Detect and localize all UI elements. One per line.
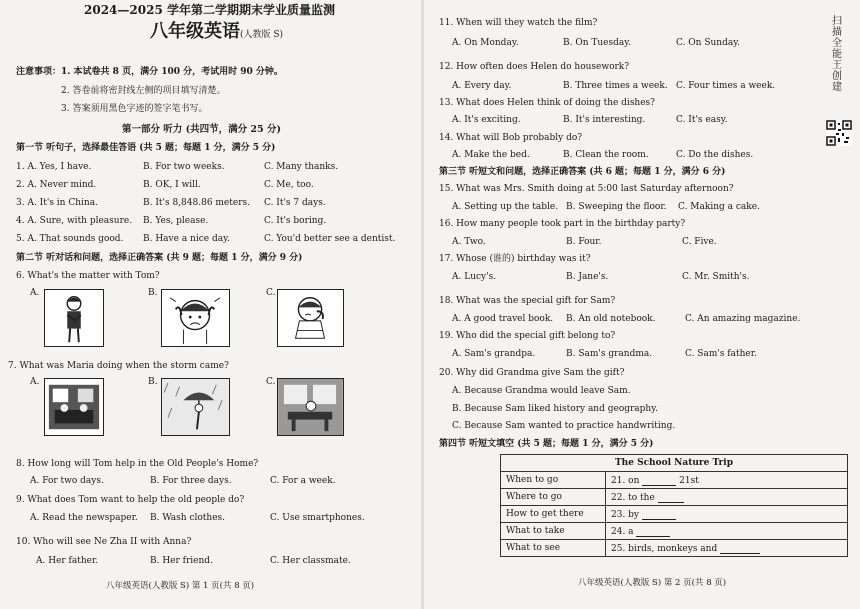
q20-option-a: A. Because Grandma would leave Sam.	[452, 386, 631, 396]
q24-blank[interactable]	[636, 526, 670, 537]
q6-label-a: A.	[30, 288, 40, 298]
q14-option-a: A. Make the bed.	[452, 150, 530, 160]
q7-label-b: B.	[148, 377, 158, 387]
q17-option-a: A. Lucy's.	[452, 272, 497, 282]
q3-option-c: C. It's 7 days.	[264, 198, 326, 208]
q20-option-c: C. Because Sam wanted to practice handwriting.	[452, 421, 676, 431]
exam-page-2	[428, 0, 860, 609]
notes-label: 注意事项：	[16, 67, 62, 77]
q19-option-c: C. Sam's father.	[685, 349, 757, 359]
q20-option-b: B. Because Sam liked history and geography.	[452, 404, 658, 414]
section-1-heading: 第一节 听句子，选择最佳答语 (共 5 题；每题 1 分，满分 5 分)	[16, 143, 276, 153]
q7-label-a: A.	[30, 377, 40, 387]
q23-prompt: 23. by	[611, 509, 640, 520]
q18-option-c: C. An amazing magazine.	[685, 314, 801, 324]
section-4-heading: 第四节 听短文填空 (共 5 题；每题 1 分，满分 5 分)	[439, 439, 654, 449]
row-label: What to take	[501, 523, 606, 540]
q6-label-c: C.	[266, 288, 276, 298]
row-answer	[606, 540, 848, 557]
q25-blank[interactable]	[720, 543, 760, 554]
q8-option-b: B. For three days.	[150, 476, 232, 486]
q10-option-a: A. Her father.	[36, 556, 99, 566]
q4-option-b: B. Yes, please.	[143, 216, 209, 226]
question-12: 12. How often does Helen do housework?	[439, 62, 630, 72]
q16-option-b: B. Four.	[566, 237, 602, 247]
q17-option-b: B. Jane's.	[566, 272, 609, 282]
q9-option-a: A. Read the newspaper.	[30, 513, 138, 523]
q18-option-a: A. A good travel book.	[452, 314, 554, 324]
q25-prompt: 25. birds, monkeys and	[611, 543, 718, 554]
q4-option-a: 4. A. Sure, with pleasure.	[16, 216, 133, 226]
q21-blank[interactable]	[642, 475, 676, 486]
q6-picture-b-headache	[161, 289, 230, 347]
row-label: What to see	[501, 540, 606, 557]
question-18: 18. What was the special gift for Sam?	[439, 296, 616, 306]
q15-option-a: A. Setting up the table.	[452, 202, 559, 212]
notes-line-1	[16, 67, 283, 78]
q11-option-a: A. On Monday.	[452, 38, 519, 48]
row-answer	[606, 472, 848, 489]
q22-blank[interactable]	[658, 492, 684, 503]
q16-option-a: A. Two.	[452, 237, 486, 247]
q7-label-c: C.	[266, 377, 276, 387]
q10-option-c: C. Her classmate.	[270, 556, 351, 566]
page-1-footer: 八年级英语(人教版 S) 第 1 页(共 8 页)	[106, 581, 255, 591]
q21-suffix: 21st	[679, 475, 699, 486]
question-14: 14. What will Bob probably do?	[439, 133, 583, 143]
q4-option-c: C. It's boring.	[264, 216, 327, 226]
q13-option-b: B. It's interesting.	[563, 115, 646, 125]
question-9: 9. What does Tom want to help the old people do?	[16, 495, 245, 505]
q9-option-b: B. Wash clothes.	[150, 513, 226, 523]
page-2-footer: 八年级英语(人教版 S) 第 2 页(共 8 页)	[578, 578, 727, 588]
q13-option-a: A. It's exciting.	[452, 115, 521, 125]
row-answer	[606, 523, 848, 540]
q7-picture-a-classroom	[44, 378, 104, 436]
q2-option-c: C. Me, too.	[264, 180, 314, 190]
question-8: 8. How long will Tom help in the Old People's Home?	[16, 459, 259, 469]
row-label: Where to go	[501, 489, 606, 506]
q15-option-c: C. Making a cake.	[678, 202, 760, 212]
q13-option-c: C. It's easy.	[676, 115, 728, 125]
q11-option-c: C. On Sunday.	[676, 38, 740, 48]
question-19: 19. Who did the special gift belong to?	[439, 331, 616, 341]
question-13: 13. What does Helen think of doing the dishes?	[439, 98, 655, 108]
note-1: 1. 本试卷共 8 页，满分 100 分，考试用时 90 分钟。	[61, 67, 283, 77]
row-answer	[606, 489, 848, 506]
part-1-heading: 第一部分 听力 (共四节，满分 25 分)	[122, 124, 281, 135]
q7-picture-c-desk	[277, 378, 344, 436]
q21-prompt: 21. on	[611, 475, 640, 486]
q14-option-c: C. Do the dishes.	[676, 150, 754, 160]
table-row	[501, 506, 848, 523]
table-row	[501, 489, 848, 506]
row-label: When to go	[501, 472, 606, 489]
q1-option-b: B. For two weeks.	[143, 162, 225, 172]
q8-option-a: A. For two days.	[30, 476, 104, 486]
q8-option-c: C. For a week.	[270, 476, 336, 486]
section-3-heading: 第三节 听短文和问题，选择正确答案 (共 6 题；每题 1 分，满分 6 分)	[439, 167, 726, 177]
q12-option-c: C. Four times a week.	[676, 81, 776, 91]
table-title: The School Nature Trip	[501, 455, 848, 472]
q1-option-c: C. Many thanks.	[264, 162, 339, 172]
scanner-watermark: 扫描全能王 创建	[832, 16, 842, 93]
nature-trip-table	[500, 454, 848, 557]
q2-option-a: 2. A. Never mind.	[16, 180, 97, 190]
subject-name: 八年级英语	[150, 21, 240, 42]
qr-code-icon	[826, 120, 852, 146]
q24-prompt: 24. a	[611, 526, 634, 537]
table-row	[501, 540, 848, 557]
question-6: 6. What's the matter with Tom?	[16, 271, 160, 281]
q2-option-b: B. OK, I will.	[143, 180, 201, 190]
question-17: 17. Whose (谁的) birthday was it?	[439, 254, 591, 264]
exam-page-1	[0, 0, 418, 609]
q23-blank[interactable]	[642, 509, 676, 520]
q16-option-c: C. Five.	[682, 237, 717, 247]
section-2-heading: 第二节 听对话和问题，选择正确答案 (共 9 题；每题 1 分，满分 9 分)	[16, 253, 303, 263]
page-fold	[421, 0, 424, 609]
q1-option-a: 1. A. Yes, I have.	[16, 162, 92, 172]
exam-subject	[150, 21, 283, 46]
q6-picture-a-stomachache	[44, 289, 104, 347]
q5-option-b: B. Have a nice day.	[143, 234, 230, 244]
q12-option-a: A. Every day.	[452, 81, 512, 91]
question-20: 20. Why did Grandma give Sam the gift?	[439, 368, 625, 378]
q11-option-b: B. On Tuesday.	[563, 38, 631, 48]
row-answer	[606, 506, 848, 523]
q17-option-c: C. Mr. Smith's.	[682, 272, 750, 282]
question-11: 11. When will they watch the film?	[439, 18, 598, 28]
q9-option-c: C. Use smartphones.	[270, 513, 365, 523]
question-10: 10. Who will see Ne Zha II with Anna?	[16, 537, 192, 547]
q6-picture-c-toothache	[277, 289, 344, 347]
q14-option-b: B. Clean the room.	[563, 150, 649, 160]
q7-picture-b-umbrella-rain	[161, 378, 230, 436]
q3-option-b: B. It's 8,848.86 meters.	[143, 198, 250, 208]
q22-prompt: 22. to the	[611, 492, 655, 503]
note-3: 3. 答案须用黑色字迹的签字笔书写。	[61, 104, 208, 114]
table-row	[501, 523, 848, 540]
note-2: 2. 答卷前将密封线左侧的项目填写清楚。	[61, 86, 226, 96]
row-label: How to get there	[501, 506, 606, 523]
exam-title: 2024—2025 学年第二学期期末学业质量监测	[84, 3, 335, 17]
q19-option-a: A. Sam's grandpa.	[452, 349, 536, 359]
question-7: 7. What was Maria doing when the storm came?	[8, 361, 229, 371]
q19-option-b: B. Sam's grandma.	[566, 349, 653, 359]
question-16: 16. How many people took part in the birthday party?	[439, 219, 686, 229]
q5-option-c: C. You'd better see a dentist.	[264, 234, 396, 244]
q3-option-a: 3. A. It's in China.	[16, 198, 98, 208]
table-row	[501, 472, 848, 489]
edition-label: (人教版 S)	[240, 30, 284, 40]
q15-option-b: B. Sweeping the floor.	[566, 202, 667, 212]
question-15: 15. What was Mrs. Smith doing at 5:00 last Saturday afternoon?	[439, 184, 734, 194]
q12-option-b: B. Three times a week.	[563, 81, 668, 91]
q5-option-a: 5. A. That sounds good.	[16, 234, 124, 244]
q6-label-b: B.	[148, 288, 158, 298]
q10-option-b: B. Her friend.	[150, 556, 213, 566]
q18-option-b: B. An old notebook.	[566, 314, 656, 324]
